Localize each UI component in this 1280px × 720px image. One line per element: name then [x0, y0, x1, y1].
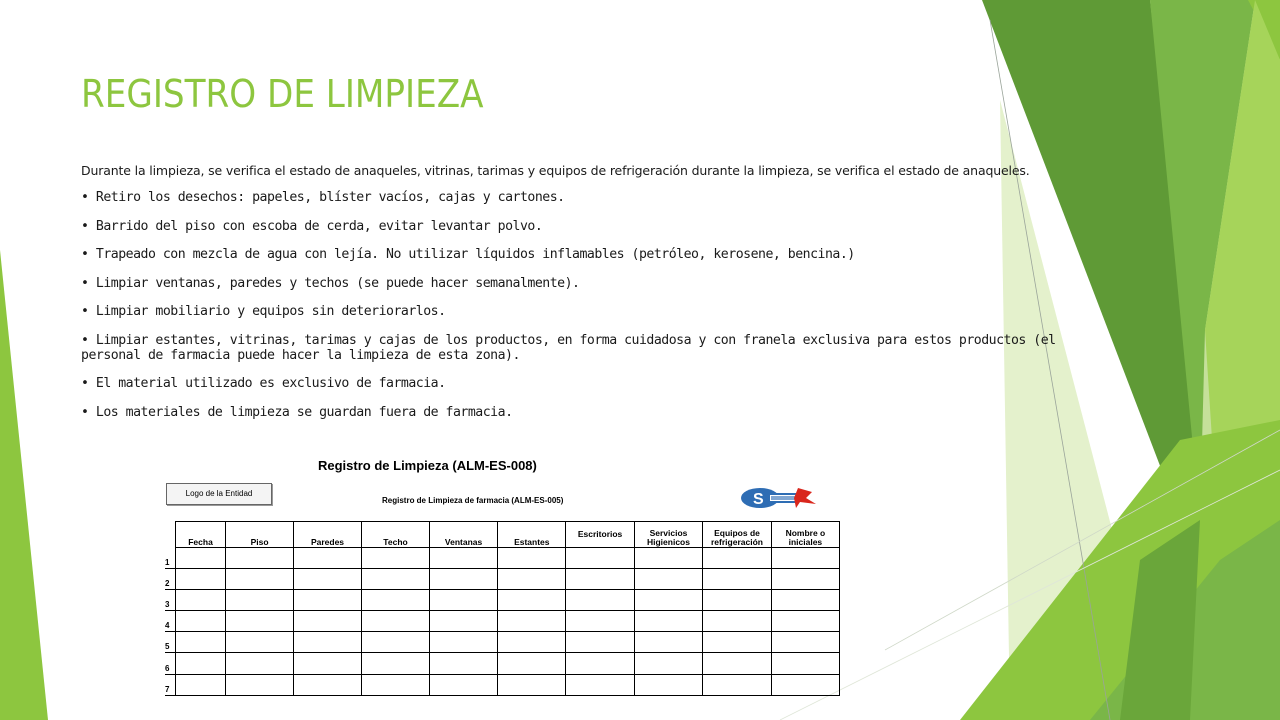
table-cell: [566, 589, 634, 610]
row-number: 5: [165, 632, 175, 653]
row-number: 1: [165, 548, 175, 569]
table-cell: [498, 653, 566, 674]
table-cell: [175, 589, 225, 610]
table-cell: [226, 653, 294, 674]
column-header: Ventanas: [429, 522, 497, 548]
table-cell: [175, 653, 225, 674]
table-cell: [771, 653, 839, 674]
table-cell: [362, 548, 430, 569]
bullet-item: • Limpiar mobiliario y equipos sin deteriorarlos.: [81, 304, 1111, 319]
table-cell: [771, 674, 839, 695]
table-row: [165, 589, 840, 610]
table-cell: [771, 611, 839, 632]
entity-logo-placeholder: Logo de la Entidad: [166, 483, 272, 505]
bullet-list: [81, 190, 1111, 433]
cleaning-record-table: [165, 521, 840, 696]
table-cell: [226, 548, 294, 569]
table-cell: [703, 589, 772, 610]
table-cell: [634, 611, 702, 632]
table-cell: [362, 568, 430, 589]
table-cell: [429, 632, 497, 653]
table-cell: [175, 568, 225, 589]
table-row: [165, 632, 840, 653]
table-cell: [566, 632, 634, 653]
bullet-item: • Trapeado con mezcla de agua con lejía. No utilizar líquidos inflamables (petróleo, kerosene, bencina.): [81, 247, 1111, 262]
table-cell: [429, 611, 497, 632]
row-number: 3: [165, 589, 175, 610]
table-cell: [293, 611, 361, 632]
row-number: 2: [165, 568, 175, 589]
table-cell: [293, 568, 361, 589]
table-cell: [429, 589, 497, 610]
table-cell: [293, 653, 361, 674]
table-cell: [293, 548, 361, 569]
left-triangle-shape: [0, 250, 48, 720]
table-cell: [362, 611, 430, 632]
row-number: 4: [165, 611, 175, 632]
cleaning-record-form-image: [150, 448, 840, 698]
table-cell: [498, 548, 566, 569]
table-cell: [498, 611, 566, 632]
table-cell: [175, 674, 225, 695]
column-header: Estantes: [498, 522, 566, 548]
form-subtitle: Registro de Limpieza de farmacia (ALM-ES-005): [382, 496, 564, 505]
table-cell: [771, 568, 839, 589]
table-cell: [226, 589, 294, 610]
table-cell: [293, 674, 361, 695]
table-cell: [175, 632, 225, 653]
table-cell: [771, 548, 839, 569]
table-cell: [226, 611, 294, 632]
table-cell: [771, 589, 839, 610]
table-cell: [703, 568, 772, 589]
table-cell: [566, 674, 634, 695]
bullet-item: • Los materiales de limpieza se guardan fuera de farmacia.: [81, 405, 1111, 420]
row-number: 6: [165, 653, 175, 674]
table-cell: [429, 548, 497, 569]
table-cell: [362, 589, 430, 610]
table-cell: [634, 589, 702, 610]
table-cell: [703, 632, 772, 653]
table-row: [165, 674, 840, 695]
table-row: [165, 568, 840, 589]
table-cell: [175, 548, 225, 569]
table-cell: [634, 653, 702, 674]
svg-text:S: S: [753, 491, 764, 508]
table-cell: [703, 548, 772, 569]
table-cell: [498, 568, 566, 589]
form-title: Registro de Limpieza (ALM-ES-008): [318, 458, 537, 473]
table-cell: [566, 611, 634, 632]
table-header-row: [165, 522, 840, 548]
table-row: [165, 653, 840, 674]
bullet-item: • Barrido del piso con escoba de cerda, evitar levantar polvo.: [81, 219, 1111, 234]
table-cell: [429, 568, 497, 589]
table-cell: [703, 611, 772, 632]
column-header: Piso: [226, 522, 294, 548]
column-header: Nombre o iniciales: [771, 522, 839, 548]
table-cell: [362, 632, 430, 653]
column-header: Equipos de refrigeración: [703, 522, 772, 548]
table-cell: [634, 548, 702, 569]
bullet-item: • Retiro los desechos: papeles, blíster vacíos, cajas y cartones.: [81, 190, 1111, 205]
brand-logo-icon: [740, 484, 820, 510]
table-cell: [429, 653, 497, 674]
table-cell: [634, 674, 702, 695]
table-cell: [362, 653, 430, 674]
intro-paragraph: Durante la limpieza, se verifica el estado de anaqueles, vitrinas, tarimas y equipos de refrigeración durante la limpieza, se verifica el estado de anaqueles.: [81, 163, 1030, 178]
table-cell: [634, 568, 702, 589]
column-header: Servicios Higienicos: [634, 522, 702, 548]
table-cell: [566, 568, 634, 589]
table-cell: [771, 632, 839, 653]
table-row: [165, 548, 840, 569]
table-cell: [566, 653, 634, 674]
table-cell: [498, 632, 566, 653]
table-row: [165, 611, 840, 632]
table-cell: [226, 568, 294, 589]
table-cell: [293, 632, 361, 653]
table-cell: [634, 632, 702, 653]
slide-title: REGISTRO DE LIMPIEZA: [81, 72, 484, 116]
table-cell: [566, 548, 634, 569]
table-cell: [226, 674, 294, 695]
table-cell: [429, 674, 497, 695]
table-cell: [175, 611, 225, 632]
column-header: Escritorios: [566, 522, 634, 548]
column-header: Fecha: [175, 522, 225, 548]
bullet-item: • Limpiar ventanas, paredes y techos (se puede hacer semanalmente).: [81, 276, 1111, 291]
table-cell: [498, 589, 566, 610]
row-number: 7: [165, 674, 175, 695]
column-header: Paredes: [293, 522, 361, 548]
table-cell: [362, 674, 430, 695]
table-cell: [226, 632, 294, 653]
bullet-item: • El material utilizado es exclusivo de farmacia.: [81, 376, 1111, 391]
table-cell: [703, 653, 772, 674]
table-cell: [498, 674, 566, 695]
table-cell: [703, 674, 772, 695]
bullet-item: • Limpiar estantes, vitrinas, tarimas y cajas de los productos, en forma cuidadosa y con franela exclusiva para estos productos (el personal de farmacia puede hacer la limpieza de esta zona).: [81, 333, 1111, 363]
table-cell: [293, 589, 361, 610]
column-header: Techo: [362, 522, 430, 548]
